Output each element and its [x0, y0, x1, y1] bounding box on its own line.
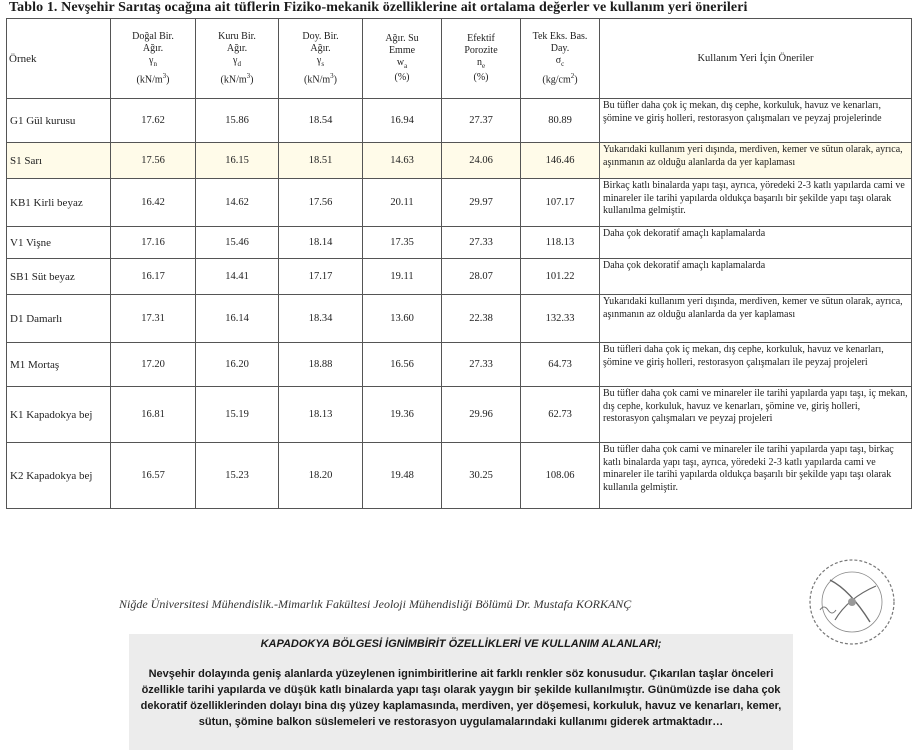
properties-table: [6, 18, 912, 509]
value-cell: 16.56: [363, 343, 442, 387]
table-row: [7, 295, 912, 343]
recommendation-cell: Daha çok dekoratif amaçlı kaplamalarda: [600, 227, 912, 259]
value-cell: 17.35: [363, 227, 442, 259]
recommendation-cell: Bu tüfler daha çok iç mekan, dış cephe, korkuluk, havuz ve kenarları, şömine ve giriş holleri, restorasyon çalışmaları ve peyzaj projelerinde: [600, 99, 912, 143]
table-row: [7, 179, 912, 227]
value-cell: 132.33: [521, 295, 600, 343]
value-cell: 18.51: [279, 143, 363, 179]
value-cell: 16.14: [196, 295, 279, 343]
header-dry-unit-weight: Kuru Bir. Ağır. $\gamma_d$ $(kN/m^3)$: [196, 19, 279, 99]
info-paragraph: Nevşehir dolayında geniş alanlarda yüzeylenen ignimbiritlerine ait farklı renkler söz konusudur. Çıkarılan taşlar önceleri özellikle tarihi yapılarda ve düşük katlı binalarda yapı taşı olarak yaygın bir şekilde kullanılmıştır. Günümüzde ise daha çok dekoratif özelliklerinden dolayı bina dış yüzey kaplamasında, merdiven, yer döşemesi, korkuluk, havuz ve kenarları, kemer, sütun, şömine balkon süslemeleri ve restorasyon uygulamalarındaki kullanımı giderek artmaktadır…: [140, 668, 782, 728]
value-cell: 17.20: [111, 343, 196, 387]
sample-name-cell: KB1 Kirli beyaz: [7, 179, 111, 227]
value-cell: 28.07: [442, 259, 521, 295]
header-effective-porosity: Efektif Porozite $n_e$ (%): [442, 19, 521, 99]
value-cell: 19.11: [363, 259, 442, 295]
value-cell: 16.94: [363, 99, 442, 143]
value-cell: 18.14: [279, 227, 363, 259]
sample-name-cell: D1 Damarlı: [7, 295, 111, 343]
value-cell: 27.33: [442, 227, 521, 259]
value-cell: 107.17: [521, 179, 600, 227]
recommendation-cell: Daha çok dekoratif amaçlı kaplamalarda: [600, 259, 912, 295]
value-cell: 19.48: [363, 443, 442, 509]
value-cell: 15.46: [196, 227, 279, 259]
sample-name-cell: K1 Kapadokya bej: [7, 387, 111, 443]
info-box: [129, 634, 793, 750]
sample-name-cell: V1 Vişne: [7, 227, 111, 259]
value-cell: 15.86: [196, 99, 279, 143]
value-cell: 17.62: [111, 99, 196, 143]
value-cell: 64.73: [521, 343, 600, 387]
value-cell: 17.17: [279, 259, 363, 295]
value-cell: 17.16: [111, 227, 196, 259]
recommendation-cell: Yukarıdaki kullanım yeri dışında, merdiven, kemer ve sütun olarak, ayrıca, aşınmanın az olduğu alanlarda da yer kaplaması: [600, 143, 912, 179]
recommendation-cell: Bu tüfler daha çok cami ve minareler ile tarihi yapılarda yapı taşı, iç mekan, dış cephe, korkuluk, havuz ve kenarları, şömine ve, giriş holleri, restorasyon çalışmaları ve peyzaj projeleri: [600, 387, 912, 443]
value-cell: 14.41: [196, 259, 279, 295]
value-cell: 30.25: [442, 443, 521, 509]
header-ornek: Örnek: [7, 19, 111, 99]
value-cell: 18.54: [279, 99, 363, 143]
value-cell: 16.15: [196, 143, 279, 179]
value-cell: 29.97: [442, 179, 521, 227]
header-natural-unit-weight: Doğal Bir. Ağır. $\gamma_n$ $(kN/m^3)$: [111, 19, 196, 99]
sample-name-cell: S1 Sarı: [7, 143, 111, 179]
sample-name-cell: SB1 Süt beyaz: [7, 259, 111, 295]
value-cell: 16.42: [111, 179, 196, 227]
header-row: [7, 19, 912, 99]
value-cell: 14.63: [363, 143, 442, 179]
value-cell: 27.33: [442, 343, 521, 387]
table-row: [7, 387, 912, 443]
value-cell: 18.13: [279, 387, 363, 443]
value-cell: 20.11: [363, 179, 442, 227]
sample-name-cell: G1 Gül kurusu: [7, 99, 111, 143]
table-row: [7, 99, 912, 143]
value-cell: 18.88: [279, 343, 363, 387]
seal-stamp: [790, 550, 910, 650]
value-cell: 14.62: [196, 179, 279, 227]
recommendation-cell: Birkaç katlı binalarda yapı taşı, ayrıca, yöredeki 2-3 katlı yapılarda cami ve minareler ile tarihi yapılarda oldukça başarılı bir şekilde yapı taşı olarak kullanılma gelmiştir.: [600, 179, 912, 227]
recommendation-cell: Bu tüfler daha çok cami ve minareler ile tarihi yapılarda yapı taşı, birkaç katlı binalarda yapı taşı, ayrıca, yöredeki 2-3 katlı yapılarda cami ve minareler ile tarihi yapılarda oldukça başarılı bir şekilde yapı taşı olarak kullanıla gelmiştir.: [600, 443, 912, 509]
value-cell: 16.20: [196, 343, 279, 387]
value-cell: 17.56: [279, 179, 363, 227]
value-cell: 80.89: [521, 99, 600, 143]
table-title: Tablo 1. Nevşehir Sarıtaş ocağına ait tüflerin Fiziko-mekanik özelliklerine ait ortalama değerler ve kullanım yeri önerileri: [9, 0, 748, 15]
value-cell: 13.60: [363, 295, 442, 343]
recommendation-cell: Bu tüfleri daha çok iç mekan, dış cephe, korkuluk, havuz ve kenarları, şömine ve giriş holleri, restorasyon çalışmaları ile peyzaj projeleri: [600, 343, 912, 387]
table-row: [7, 343, 912, 387]
info-heading: KAPADOKYA BÖLGESİ İGNİMBİRİT ÖZELLİKLERİ VE KULLANIM ALANLARI;: [260, 638, 662, 650]
table-row: [7, 227, 912, 259]
recommendation-cell: Yukarıdaki kullanım yeri dışında, merdiven, kemer ve sütun olarak, ayrıca, aşınmanın az olduğu alanlarda da yer kaplaması: [600, 295, 912, 343]
value-cell: 27.37: [442, 99, 521, 143]
value-cell: 17.31: [111, 295, 196, 343]
value-cell: 16.81: [111, 387, 196, 443]
header-uniaxial-strength: Tek Eks. Bas. Day. $\sigma_c$ $(kg/cm^2)$: [521, 19, 600, 99]
table-row: [7, 143, 912, 179]
header-water-absorption: Ağır. Su Emme $w_a$ (%): [363, 19, 442, 99]
value-cell: 17.56: [111, 143, 196, 179]
header-recommendations: Kullanım Yeri İçin Öneriler: [600, 19, 912, 99]
table-row: [7, 259, 912, 295]
value-cell: 118.13: [521, 227, 600, 259]
value-cell: 18.34: [279, 295, 363, 343]
table-row: [7, 443, 912, 509]
value-cell: 16.17: [111, 259, 196, 295]
value-cell: 29.96: [442, 387, 521, 443]
value-cell: 19.36: [363, 387, 442, 443]
footer-credit: Niğde Üniversitesi Mühendislik.-Mimarlık Fakültesi Jeoloji Mühendisliği Bölümü Dr. Mustafa KORKANÇ: [119, 597, 632, 611]
value-cell: 15.19: [196, 387, 279, 443]
sample-name-cell: M1 Mortaş: [7, 343, 111, 387]
value-cell: 108.06: [521, 443, 600, 509]
sample-name-cell: K2 Kapadokya bej: [7, 443, 111, 509]
value-cell: 101.22: [521, 259, 600, 295]
value-cell: 62.73: [521, 387, 600, 443]
value-cell: 15.23: [196, 443, 279, 509]
value-cell: 24.06: [442, 143, 521, 179]
value-cell: 22.38: [442, 295, 521, 343]
value-cell: 18.20: [279, 443, 363, 509]
header-saturated-unit-weight: Doy. Bir. Ağır. $\gamma_s$ $(kN/m^3)$: [279, 19, 363, 99]
value-cell: 146.46: [521, 143, 600, 179]
value-cell: 16.57: [111, 443, 196, 509]
